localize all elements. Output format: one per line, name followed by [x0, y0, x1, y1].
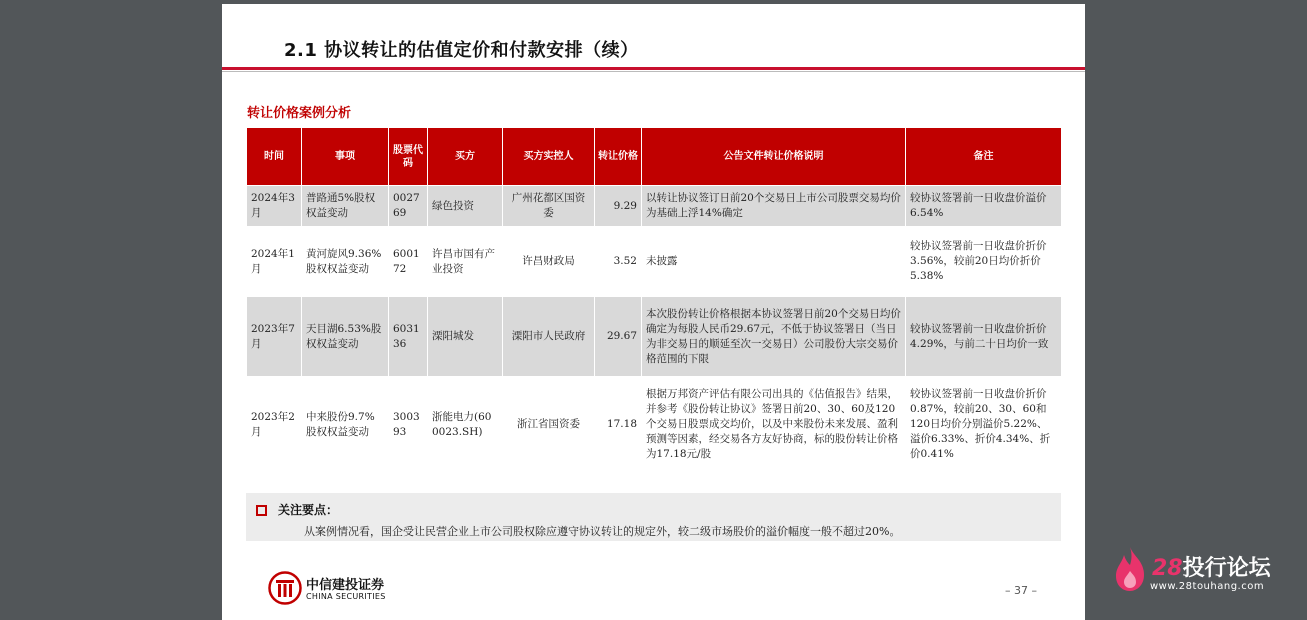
header-buyer: 买方	[428, 128, 503, 186]
cell-code: 002769	[389, 186, 428, 227]
table-header-row	[247, 128, 1062, 186]
watermark-text: 投行论坛	[1182, 556, 1271, 581]
document-page	[222, 4, 1085, 620]
cell-price: 9.29	[595, 186, 642, 227]
cell-buyer: 许昌市国有产业投资	[428, 227, 503, 297]
cell-event: 中来股份9.7%股权权益变动	[302, 377, 389, 473]
cell-event: 普路通5%股权权益变动	[302, 186, 389, 227]
cell-desc: 根据万邦资产评估有限公司出具的《估值报告》结果，并参考《股份转让协议》签署日前20、30、60及120个交易日股票成交均价，以及中来股份未来发展、盈利预测等因素，经交易各方友好协商，标的股份转让价格为17.18元/股	[642, 377, 906, 473]
cell-desc: 本次股份转让价格根据本协议签署日前20个交易日均价确定为每股人民币29.67元，不低于协议签署日（当日为非交易日的顺延至次一交易日）公司股份大宗交易价格范围的下限	[642, 297, 906, 377]
cell-event: 黄河旋风9.36%股权权益变动	[302, 227, 389, 297]
cell-controller: 广州花都区国资委	[503, 186, 595, 227]
header-event: 事项	[302, 128, 389, 186]
case-table	[246, 127, 1062, 473]
cell-note: 较协议签署前一日收盘价折价0.87%，较前20、30、60和120日均价分别溢价5.22%、溢价6.33%、折价4.34%、折价0.41%	[906, 377, 1062, 473]
header-price: 转让价格	[595, 128, 642, 186]
table-row	[247, 227, 1062, 297]
cell-event: 天目湖6.53%股权权益变动	[302, 297, 389, 377]
forum-watermark	[1112, 545, 1282, 595]
watermark-title	[1152, 551, 1271, 582]
cell-desc: 未披露	[642, 227, 906, 297]
cell-note: 较协议签署前一日收盘价折价4.29%，与前二十日均价一致	[906, 297, 1062, 377]
cell-buyer: 浙能电力(600023.SH)	[428, 377, 503, 473]
header-code: 股票代码	[389, 128, 428, 186]
company-logo	[268, 571, 408, 607]
cell-buyer: 溧阳城发	[428, 297, 503, 377]
page-title: 2.1 协议转让的估值定价和付款安排（续）	[284, 40, 639, 61]
key-points-heading: 关注要点：	[278, 503, 339, 517]
cell-time: 2023年7月	[247, 297, 302, 377]
key-points-box	[246, 493, 1061, 541]
cell-desc: 以转让协议签订日前20个交易日上市公司股票交易均价为基础上浮14%确定	[642, 186, 906, 227]
header-desc: 公告文件转让价格说明	[642, 128, 906, 186]
logo-en-name: CHINA SECURITIES	[306, 592, 386, 601]
cell-controller: 许昌财政局	[503, 227, 595, 297]
cell-time: 2024年3月	[247, 186, 302, 227]
header-time: 时间	[247, 128, 302, 186]
cell-controller: 溧阳市人民政府	[503, 297, 595, 377]
table-row	[247, 186, 1062, 227]
cell-note: 较协议签署前一日收盘价折价3.56%，较前20日均价折价5.38%	[906, 227, 1062, 297]
logo-cn-name: 中信建投证券	[306, 578, 385, 593]
cell-code: 603136	[389, 297, 428, 377]
china-securities-logo-icon	[268, 571, 302, 605]
cell-time: 2023年2月	[247, 377, 302, 473]
cell-price: 17.18	[595, 377, 642, 473]
table-row	[247, 297, 1062, 377]
cell-code: 600172	[389, 227, 428, 297]
key-points-text: 从案例情况看，国企受让民营企业上市公司股权除应遵守协议转让的规定外，较二级市场股价的溢价幅度一般不超过20%。	[304, 525, 901, 538]
section-subtitle: 转让价格案例分析	[247, 106, 352, 121]
cell-price: 3.52	[595, 227, 642, 297]
title-rule	[222, 67, 1085, 70]
table-row	[247, 377, 1062, 473]
cell-code: 300393	[389, 377, 428, 473]
cell-price: 29.67	[595, 297, 642, 377]
title-underline	[222, 71, 1085, 72]
square-bullet-icon	[256, 505, 267, 516]
watermark-url: www.28touhang.com	[1150, 581, 1265, 592]
cell-time: 2024年1月	[247, 227, 302, 297]
header-controller: 买方实控人	[503, 128, 595, 186]
watermark-number: 28	[1152, 556, 1183, 581]
page-number: – 37 –	[1005, 584, 1037, 597]
cell-controller: 浙江省国资委	[503, 377, 595, 473]
cell-note: 较协议签署前一日收盘价溢价6.54%	[906, 186, 1062, 227]
cell-buyer: 绿色投资	[428, 186, 503, 227]
flame-icon	[1112, 545, 1148, 593]
header-note: 备注	[906, 128, 1062, 186]
